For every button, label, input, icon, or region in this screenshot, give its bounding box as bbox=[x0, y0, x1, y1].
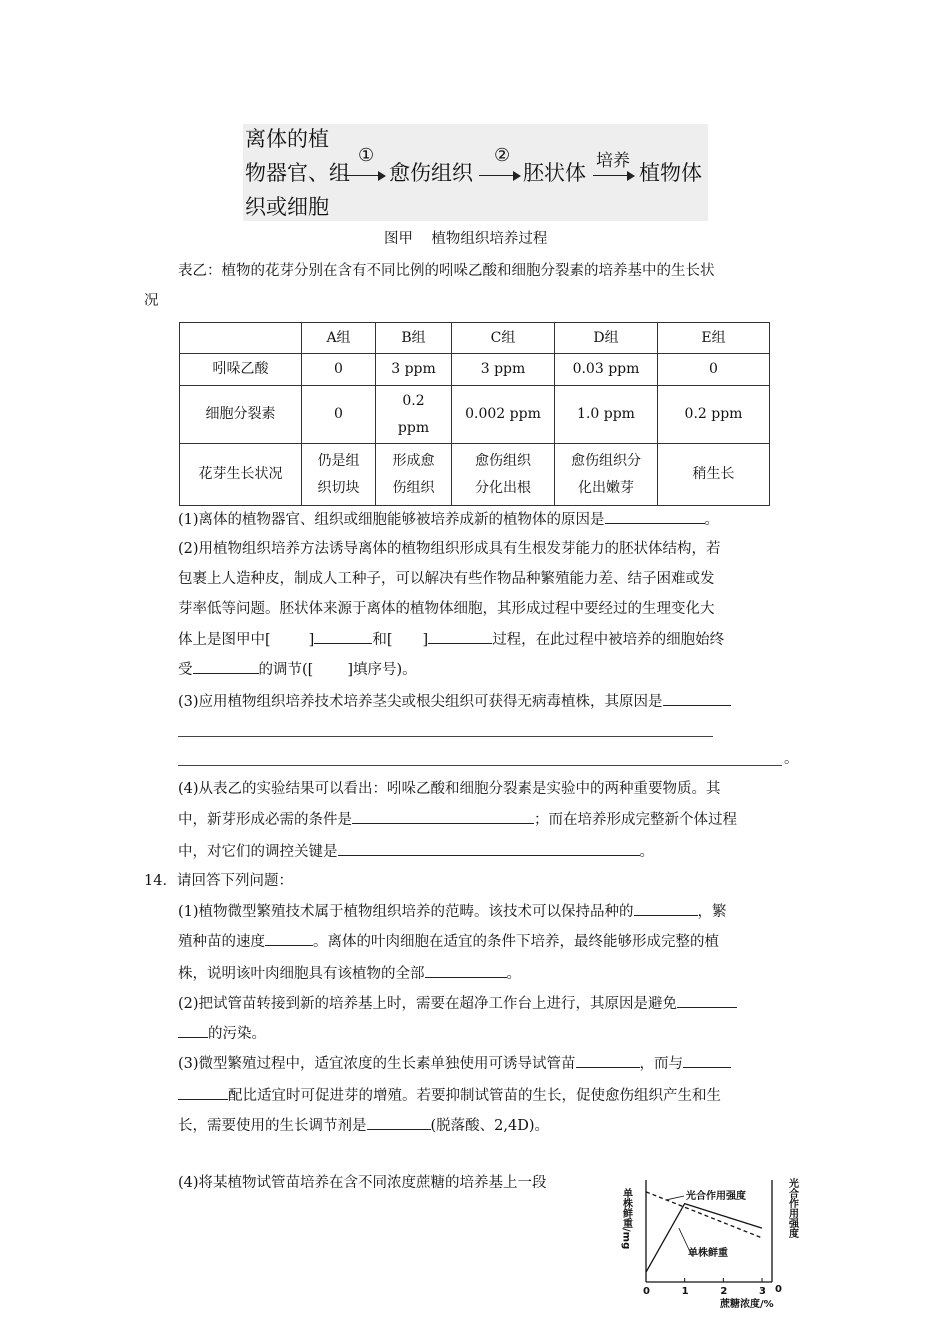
leader-line bbox=[667, 1196, 684, 1200]
table-cell bbox=[376, 444, 452, 506]
answer-blank bbox=[338, 840, 640, 856]
x-tick-label: 3 bbox=[759, 1286, 766, 1297]
growth-table bbox=[179, 322, 770, 506]
q4-line1: (4)从表乙的实验结果可以看出：吲哚乙酸和细胞分裂素是实验中的两种重要物质。其 bbox=[178, 781, 721, 797]
table-intro-line2: 况 bbox=[144, 293, 159, 309]
right-origin-label: 0 bbox=[775, 1284, 782, 1295]
cell-line: 化出嫩芽 bbox=[578, 479, 634, 496]
culture-label: 培养 bbox=[596, 151, 630, 171]
period: 。 bbox=[639, 844, 654, 860]
table-cell: 细胞分裂素 bbox=[180, 386, 302, 444]
answer-blank bbox=[634, 900, 698, 916]
answer-line bbox=[178, 765, 782, 766]
table-header-cell: D组 bbox=[555, 323, 658, 354]
sucrose-chart bbox=[620, 1172, 800, 1312]
answer-blank bbox=[178, 1084, 228, 1100]
table-row-iaa bbox=[180, 354, 770, 386]
table-cell: 稍生长 bbox=[658, 444, 770, 506]
q2-text: 的调节([ bbox=[258, 662, 314, 678]
q2-text: ] bbox=[308, 632, 315, 648]
x-ticks bbox=[643, 1278, 766, 1297]
s2-line2 bbox=[178, 1022, 266, 1045]
q1-text: (1)离体的植物器官、组织或细胞能够被培养成新的植物体的原因是 bbox=[178, 512, 605, 528]
ylabel-right bbox=[787, 1177, 800, 1239]
q3-text: (3)应用植物组织培养技术培养茎尖或根尖组织可获得无病毒植株，其原因是 bbox=[178, 694, 663, 710]
answer-blank bbox=[425, 962, 507, 978]
s1-text: (1)植物微型繁殖技术属于植物组织培养的范畴。该技术可以保持品种的 bbox=[178, 904, 634, 920]
table-cell: 0.002 ppm bbox=[452, 386, 555, 444]
s3-text: (3)微型繁殖过程中，适宜浓度的生长素单独使用可诱导试管苗 bbox=[178, 1056, 576, 1072]
q2-line1: (2)用植物组织培养方法诱导离体的植物组织形成具有生根发芽能力的胚状体结构，若 bbox=[178, 541, 721, 557]
s3-line2 bbox=[178, 1084, 721, 1107]
answer-blank bbox=[352, 808, 534, 824]
step1-label: ① bbox=[358, 145, 375, 166]
q2-text: 体上是图甲中[ bbox=[178, 632, 271, 648]
table-header-cell: E组 bbox=[658, 323, 770, 354]
s1-text: 株，说明该叶肉细胞具有该植物的全部 bbox=[178, 966, 425, 982]
ylabel-left bbox=[621, 1187, 634, 1249]
s1-line1 bbox=[178, 900, 727, 923]
q4-text: 中，新芽形成必需的条件是 bbox=[178, 812, 352, 828]
x-tick-label: 0 bbox=[643, 1286, 650, 1297]
table-cell bbox=[452, 444, 555, 506]
table-header-cell: B组 bbox=[376, 323, 452, 354]
answer-blank bbox=[314, 628, 372, 644]
s2-text: 的污染。 bbox=[208, 1026, 266, 1042]
table-cell: 0.03 ppm bbox=[555, 354, 658, 386]
table-header-cell bbox=[180, 323, 302, 354]
period: 。 bbox=[784, 751, 799, 767]
answer-blank bbox=[428, 628, 492, 644]
x-tick-label: 2 bbox=[720, 1286, 728, 1297]
series-line bbox=[646, 1204, 762, 1273]
s3-text: 长，需要使用的生长调节剂是 bbox=[178, 1118, 367, 1134]
flow-diagram bbox=[243, 124, 708, 221]
diagram-plant: 植物体 bbox=[639, 161, 702, 185]
s1-text: 殖种苗的速度 bbox=[178, 934, 265, 950]
table-cell bbox=[555, 444, 658, 506]
q4-line3 bbox=[178, 840, 654, 863]
s1-line3 bbox=[178, 962, 521, 985]
period: 。 bbox=[704, 512, 720, 528]
table-row-ck bbox=[180, 386, 770, 444]
q2-text: ] bbox=[422, 632, 429, 648]
s3-text: ，而与 bbox=[639, 1056, 684, 1072]
answer-blank bbox=[683, 1052, 731, 1068]
table-cell: 3 ppm bbox=[376, 354, 452, 386]
series-group bbox=[646, 1192, 762, 1272]
q4-line2 bbox=[178, 808, 737, 831]
q2-line5 bbox=[178, 658, 417, 681]
table-cell bbox=[376, 386, 452, 444]
x-axis-title: 蔗糖浓度/% bbox=[720, 1299, 774, 1310]
answer-blank bbox=[265, 930, 313, 946]
q4-text: 中，对它们的调控关键是 bbox=[178, 844, 338, 860]
answer-line bbox=[178, 736, 713, 737]
cell-line: 愈伤组织 bbox=[475, 452, 531, 469]
period: 。 bbox=[506, 966, 521, 982]
arrow-culture bbox=[593, 175, 633, 176]
table-cell: 花芽生长状况 bbox=[180, 444, 302, 506]
series-labels bbox=[667, 1189, 746, 1259]
answer-blank bbox=[677, 992, 737, 1008]
arrow-step2 bbox=[479, 175, 519, 176]
s1-text: ，繁 bbox=[697, 904, 727, 920]
answer-blank bbox=[605, 508, 705, 524]
q14-heading: 14．请回答下列问题： bbox=[144, 873, 293, 889]
table-header-cell: A组 bbox=[302, 323, 376, 354]
q3-line1 bbox=[178, 690, 731, 713]
q2-line3: 芽率低等问题。胚状体来源于离体的植物体细胞，其形成过程中要经过的生理变化大 bbox=[178, 601, 715, 617]
s3-line1 bbox=[178, 1052, 731, 1075]
answer-blank bbox=[367, 1114, 431, 1130]
diagram-source-line3: 织或细胞 bbox=[245, 195, 329, 219]
s3-line3 bbox=[178, 1114, 549, 1137]
x-tick-label: 1 bbox=[681, 1286, 689, 1297]
diagram-caption: 图甲 植物组织培养过程 bbox=[384, 231, 548, 247]
ylabel-right-text: 光合作用强度 bbox=[786, 1178, 798, 1238]
cell-line: 愈伤组织分 bbox=[571, 452, 641, 469]
cell-line: 织切块 bbox=[317, 479, 360, 496]
table-cell: 0 bbox=[658, 354, 770, 386]
diagram-callus: 愈伤组织 bbox=[389, 161, 473, 185]
cell-line: 形成愈 bbox=[392, 452, 435, 469]
cell-line: 分化出根 bbox=[475, 479, 531, 496]
s3-text: (脱落酸、2,4D)。 bbox=[430, 1118, 549, 1134]
s1-text: 。离体的叶肉细胞在适宜的条件下培养，最终能够形成完整的植 bbox=[313, 934, 719, 950]
ylabel-left-text: 单株鲜重/mg bbox=[620, 1188, 632, 1250]
table-cell: 1.0 ppm bbox=[555, 386, 658, 444]
q2-text: ]填序号)。 bbox=[347, 662, 417, 678]
q2-text: 过程，在此过程中被培养的细胞始终 bbox=[492, 632, 725, 648]
table-header-cell: C组 bbox=[452, 323, 555, 354]
series-label: 单株鲜重 bbox=[688, 1248, 728, 1259]
s1-line2 bbox=[178, 930, 719, 953]
answer-blank bbox=[576, 1052, 640, 1068]
answer-blank bbox=[178, 1022, 208, 1038]
cell-line: 伤组织 bbox=[392, 479, 435, 496]
q4-text: ；而在培养形成完整新个体过程 bbox=[534, 812, 737, 828]
table-cell bbox=[302, 444, 376, 506]
s2-line1 bbox=[178, 992, 737, 1015]
s3-text: 配比适宜时可促进芽的增殖。若要抑制试管苗的生长，促使愈伤组织产生和生 bbox=[228, 1088, 721, 1104]
table-cell: 0 bbox=[302, 354, 376, 386]
table-cell: 吲哚乙酸 bbox=[180, 354, 302, 386]
s4-line1: (4)将某植物试管苗培养在含不同浓度蔗糖的培养基上一段 bbox=[178, 1175, 547, 1191]
diagram-source-line2: 物器官、组 bbox=[245, 161, 350, 185]
table-header-row bbox=[180, 323, 770, 354]
answer-blank bbox=[663, 690, 731, 706]
diagram-embryoid: 胚状体 bbox=[523, 161, 586, 185]
s2-text: (2)把试管苗转接到新的培养基上时，需要在超净工作台上进行，其原因是避免 bbox=[178, 996, 678, 1012]
answer-blank bbox=[193, 658, 259, 674]
step2-label: ② bbox=[494, 145, 511, 166]
diagram-source-line1: 离体的植 bbox=[245, 127, 329, 151]
q2-text: 和[ bbox=[372, 632, 393, 648]
series-label: 光合作用强度 bbox=[686, 1191, 746, 1202]
arrow-step1 bbox=[344, 175, 384, 176]
table-row-growth bbox=[180, 444, 770, 506]
cell-line: 仍是组 bbox=[317, 452, 360, 469]
q2-line2: 包裹上人造种皮，制成人工种子，可以解决有些作物品种繁殖能力差、结子困难或发 bbox=[178, 571, 715, 587]
q1-line bbox=[178, 508, 719, 531]
q2-text: 受 bbox=[178, 662, 193, 678]
cell-line: 0.2 bbox=[402, 392, 425, 409]
table-cell: 0 bbox=[302, 386, 376, 444]
table-cell: 0.2 ppm bbox=[658, 386, 770, 444]
cell-line: ppm bbox=[397, 419, 430, 436]
table-intro-line1: 表乙：植物的花芽分别在含有不同比例的吲哚乙酸和细胞分裂素的培养基中的生长状 bbox=[178, 263, 715, 279]
table-cell: 3 ppm bbox=[452, 354, 555, 386]
q2-line4 bbox=[178, 628, 724, 651]
